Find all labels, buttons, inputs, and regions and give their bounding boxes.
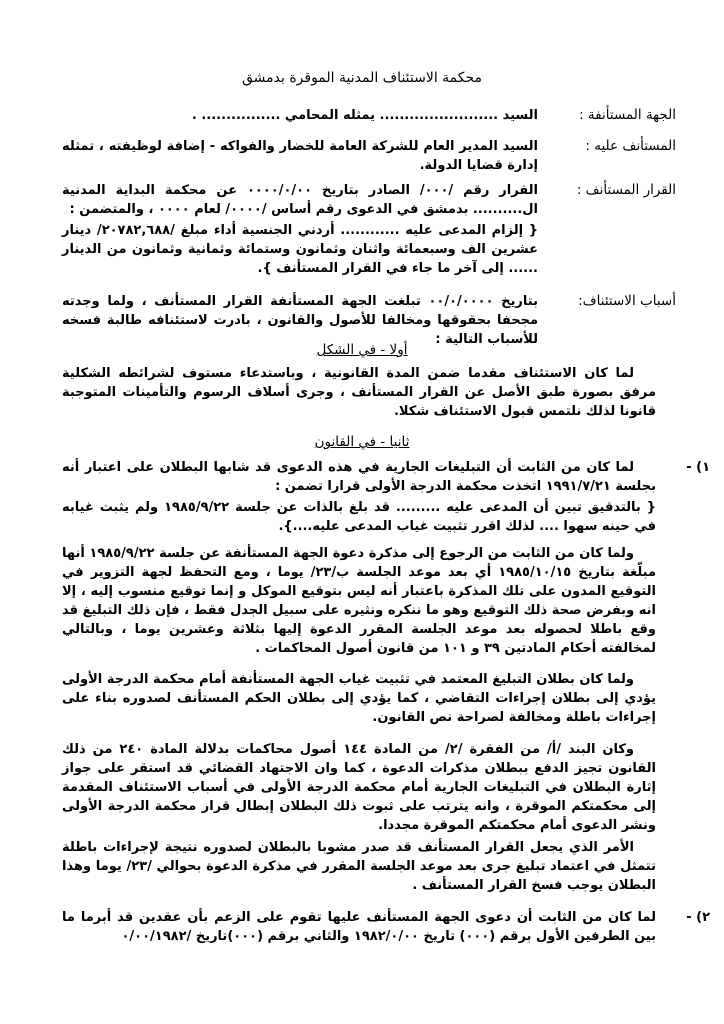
appeal-grounds-section: [62, 292, 676, 349]
court-title: محكمة الاستئناف المدنية الموقرة بدمشق: [241, 70, 483, 86]
section-form-heading: أولا - في الشكل: [316, 342, 408, 358]
item-1-number: ١) -: [686, 460, 710, 475]
appellant-section: [62, 106, 676, 125]
item-1-paragraph-5: الأمر الذي يجعل القرار المستأنف قد صدر مشوبا بالبطلان لصدوره نتيجة لإجراءات باطلة تتمثل في اعتماد تبليغ جرى بعد موعد الجلسة المقرر في مذكرة الدعوة بحوالي /٢٣/ يوما وهذا البطلان يوجب فسخ القرار المستأنف .: [62, 840, 656, 893]
appealed-decision-section: [62, 181, 676, 278]
appellant-label: الجهة المستأنفة :: [579, 107, 676, 123]
appellant-text: السيد ........................ يمثله المحامي ................ .: [191, 108, 538, 123]
appealed-decision-text: القرار رقم /٠٠٠/ الصادر بتاريخ ٠٠٠٠/٠/٠٠ عن محكمة البداية المدنية ال.......... بدمشق في الدعوى رقم أساس /٠٠٠٠/ لعام ٠٠٠٠ ، والمتضمن :: [62, 183, 538, 217]
item-1-paragraph-3: ولما كان بطلان التبليغ المعتمد في تثبيت غياب الجهة المستأنفة أمام محكمة الدرجة الأولى يؤدي إلى بطلان إجراءات التقاضي ، كما يؤدي إلى بطلان الحكم المستأنف لصدوره بناء على إجراءات باطلة ومخالفة لصراحة نص القانون.: [62, 672, 656, 725]
respondent-section: [62, 137, 676, 175]
appealed-decision-quote: { إلزام المدعى عليه ............ أردني الجنسية أداء مبلغ /٢٠٧٨٢,٦٨٨/ دينار عشرين الف وسبعمائة واثنان وثمانون وستمائة وثمانية وثمانون من الدينار ...... إلى آخر ما جاء في القرار المستأنف }.: [62, 223, 538, 276]
appealed-decision-label: القرار المستأنف :: [576, 182, 676, 198]
appeal-grounds-text: بتاريخ ٠٠/٠/٠٠٠٠ تبلغت الجهة المستأنفة القرار المستأنف ، ولما وجدته مجحفا بحقوقها ومخالفا للأصول والقانون ، بادرت لاستئنافه طالبة فسخه للأسباب التالية :: [62, 294, 538, 347]
item-2-number: ٢) -: [686, 910, 710, 925]
item-1-quote: { بالتدقيق تبين أن المدعى عليه ......... قد بلغ بالذات عن جلسة ١٩٨٥/٩/٢٢ ولم يثبت غيابه في حينه سهوا .... لذلك اقرر تثبيت غياب المدعى عليه....}.: [62, 500, 656, 534]
appeal-grounds-label: أسباب الاستئناف:: [578, 293, 676, 309]
respondent-label: المستأنف عليه :: [585, 138, 676, 154]
item-1-paragraph-2: ولما كان من الثابت من الرجوع إلى مذكرة دعوة الجهة المستأنفة عن جلسة ١٩٨٥/٩/٢٢ أنها مبلّغة بتاريخ ١٩٨٥/١٠/١٥ أي بعد موعد الجلسة ب/٢٣/ يوما ، ومع التحفظ لجهة التزوير في التوقيع المدون على تلك المذكرة باعتبار أنه ليس بتوقيع الموكل و إنما توقيع منسوب إليه ، إلا انه وبفرض صحة ذلك التوقيع وهو ما ننكره ونثيره على سبيل الجدل فقط ، فإن ذلك التبليغ قد وقع باطلا لحصوله بعد موعد الجلسة المقرر الدعوة إليها بثلاثة وعشرين يوما ، وبالتالي لمخالفته أحكام المادتين ٣٩ و ١٠١ من قانون أصول المحاكمات .: [62, 546, 656, 656]
respondent-text: السيد المدير العام للشركة العامة للخضار والفواكه - إضافة لوظيفته ، تمثله إدارة قضايا الدولة.: [62, 139, 538, 173]
item-1-paragraph-4: وكان البند /أ/ من الفقرة /٢/ من المادة ١٤٤ أصول محاكمات بدلالة المادة ٢٤٠ من ذلك القانون تجيز الدفع ببطلان مذكرات الدعوة ، كما وان الاجتهاد القضائي قد استقر على جواز إثارة البطلان في التبليغات الجارية أمام محكمة الدرجة الأولى في أسباب الاستئناف المقدمة إلى محكمتكم الموقرة ، وانه يترتب على ثبوت ذلك البطلان إبطال قرار محكمة الدرجة الأولى ونشر الدعوى أمام محكمتكم الموقرة مجددا.: [62, 742, 656, 833]
item-1-intro: لما كان من الثابت أن التبليغات الجارية في هذه الدعوى قد شابها البطلان على اعتبار أنه بجلسة ١٩٩١/٧/٢١ اتخذت محكمة الدرجة الأولى قرارا تضمن : { بالتدقيق تبين أن المدعى عليه ......... قد بلغ بالذات عن جلسة ١٩٨٥/٩/٢٢ ولم يثبت غيابه في حينه سهوا .... لذلك اقرر تثبيت غياب المدعى عليه....}.: [62, 460, 656, 534]
item-2-paragraph-1: لما كان من الثابت أن دعوى الجهة المستأنف عليها تقوم على الزعم بأن عقدين قد أبرما ما بين الطرفين الأول برقم (٠٠٠) تاريخ ١٩٨٢/٠/٠٠ والثاني برقم (٠٠٠)تاريخ /٠/٠٠/١٩٨٢: [62, 910, 656, 944]
section-law-heading: ثانيا - في القانون: [314, 434, 410, 450]
section-form-paragraph: لما كان الاستئناف مقدما ضمن المدة القانونية ، وباستدعاء مستوف لشرائطه الشكلية مرفق بصورة طبق الأصل عن القرار المستأنف ، وجرى أسلاف الرسوم والتأمينات المتوجبة قانونا لذلك نلتمس قبول الاستئناف شكلا.: [62, 366, 656, 419]
